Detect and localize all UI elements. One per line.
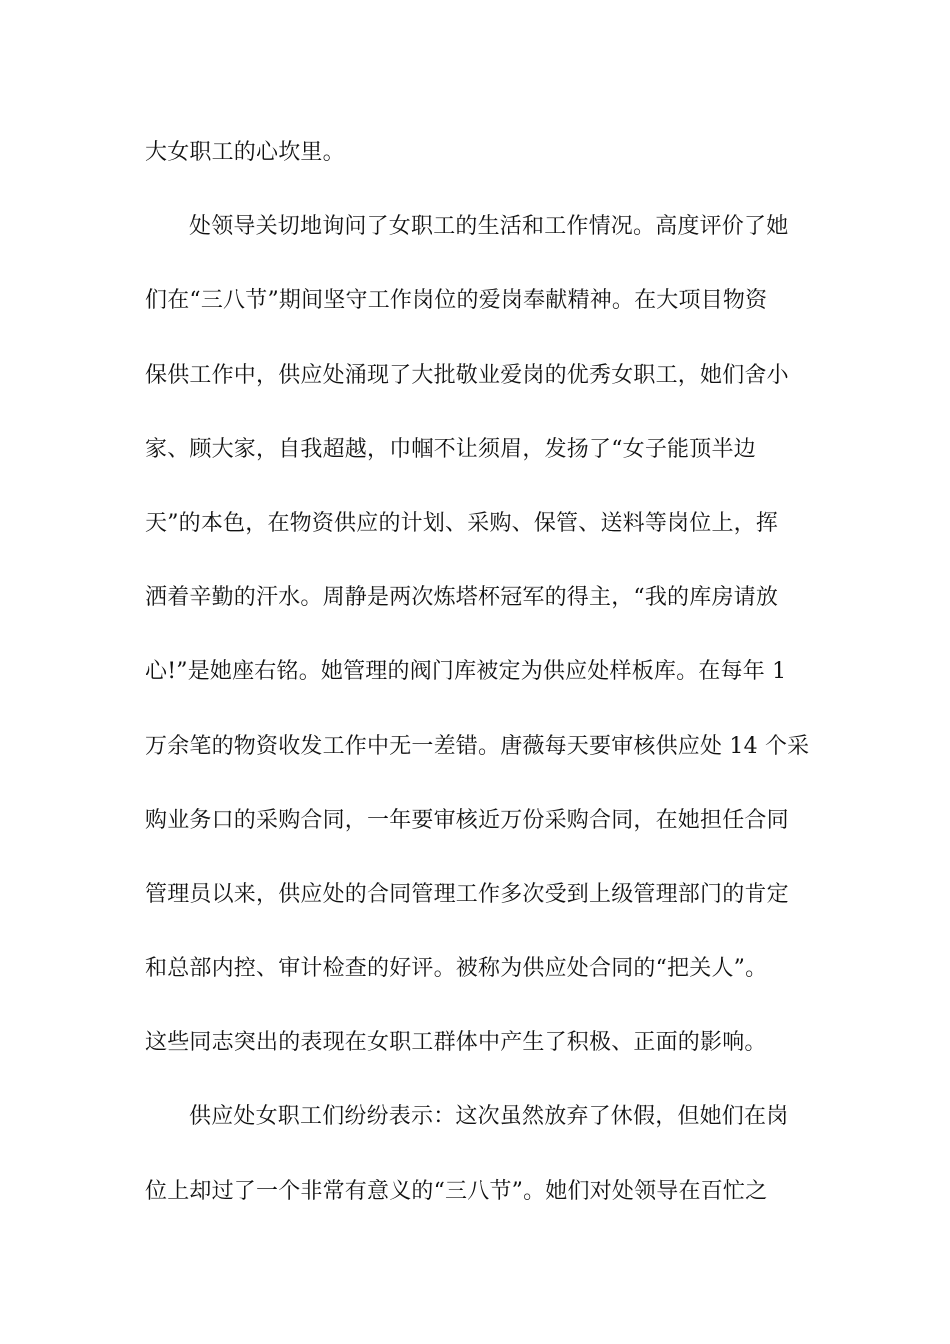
body-text [145, 126, 810, 1239]
text-line: 和总部内控、审计检查的好评。被称为供应处合同的“把关人”。 [145, 956, 768, 982]
text-line: 洒着辛勤的汗水。周静是两次炼塔杯冠军的得主，“我的库房请放 [145, 585, 779, 611]
text-line: 管理员以来，供应处的合同管理工作多次受到上级管理部门的肯定 [145, 881, 789, 907]
text-line: 心!”是她座右铭。她管理的阀门库被定为供应处样板库。在每年 1 [145, 659, 787, 685]
text-line: 保供工作中，供应处涌现了大批敬业爱岗的优秀女职工，她们舍小 [145, 362, 789, 388]
text-line: 万余笔的物资收发工作中无一差错。唐薇每天要审核供应处 14 个采 [145, 733, 810, 759]
text-line: 购业务口的采购合同，一年要审核近万份采购合同，在她担任合同 [145, 807, 789, 833]
text-line: 位上却过了一个非常有意义的“三八节”。她们对处领导在百忙之 [145, 1178, 768, 1204]
paragraph-start-line: 供应处女职工们纷纷表示：这次虽然放弃了休假，但她们在岗 [189, 1104, 789, 1130]
text-line: 天”的本色，在物资供应的计划、采购、保管、送料等岗位上，挥 [145, 510, 779, 536]
text-line: 大女职工的心坎里。 [145, 140, 345, 165]
text-line: 这些同志突出的表现在女职工群体中产生了积极、正面的影响。 [145, 1030, 767, 1056]
paragraph-start-line: 处领导关切地询问了女职工的生活和工作情况。高度评价了她 [189, 214, 789, 240]
text-line: 家、顾大家，自我超越，巾帼不让须眉，发扬了“女子能顶半边 [145, 436, 756, 462]
text-line: 们在“三八节”期间坚守工作岗位的爱岗奉献精神。在大项目物资 [145, 288, 768, 314]
